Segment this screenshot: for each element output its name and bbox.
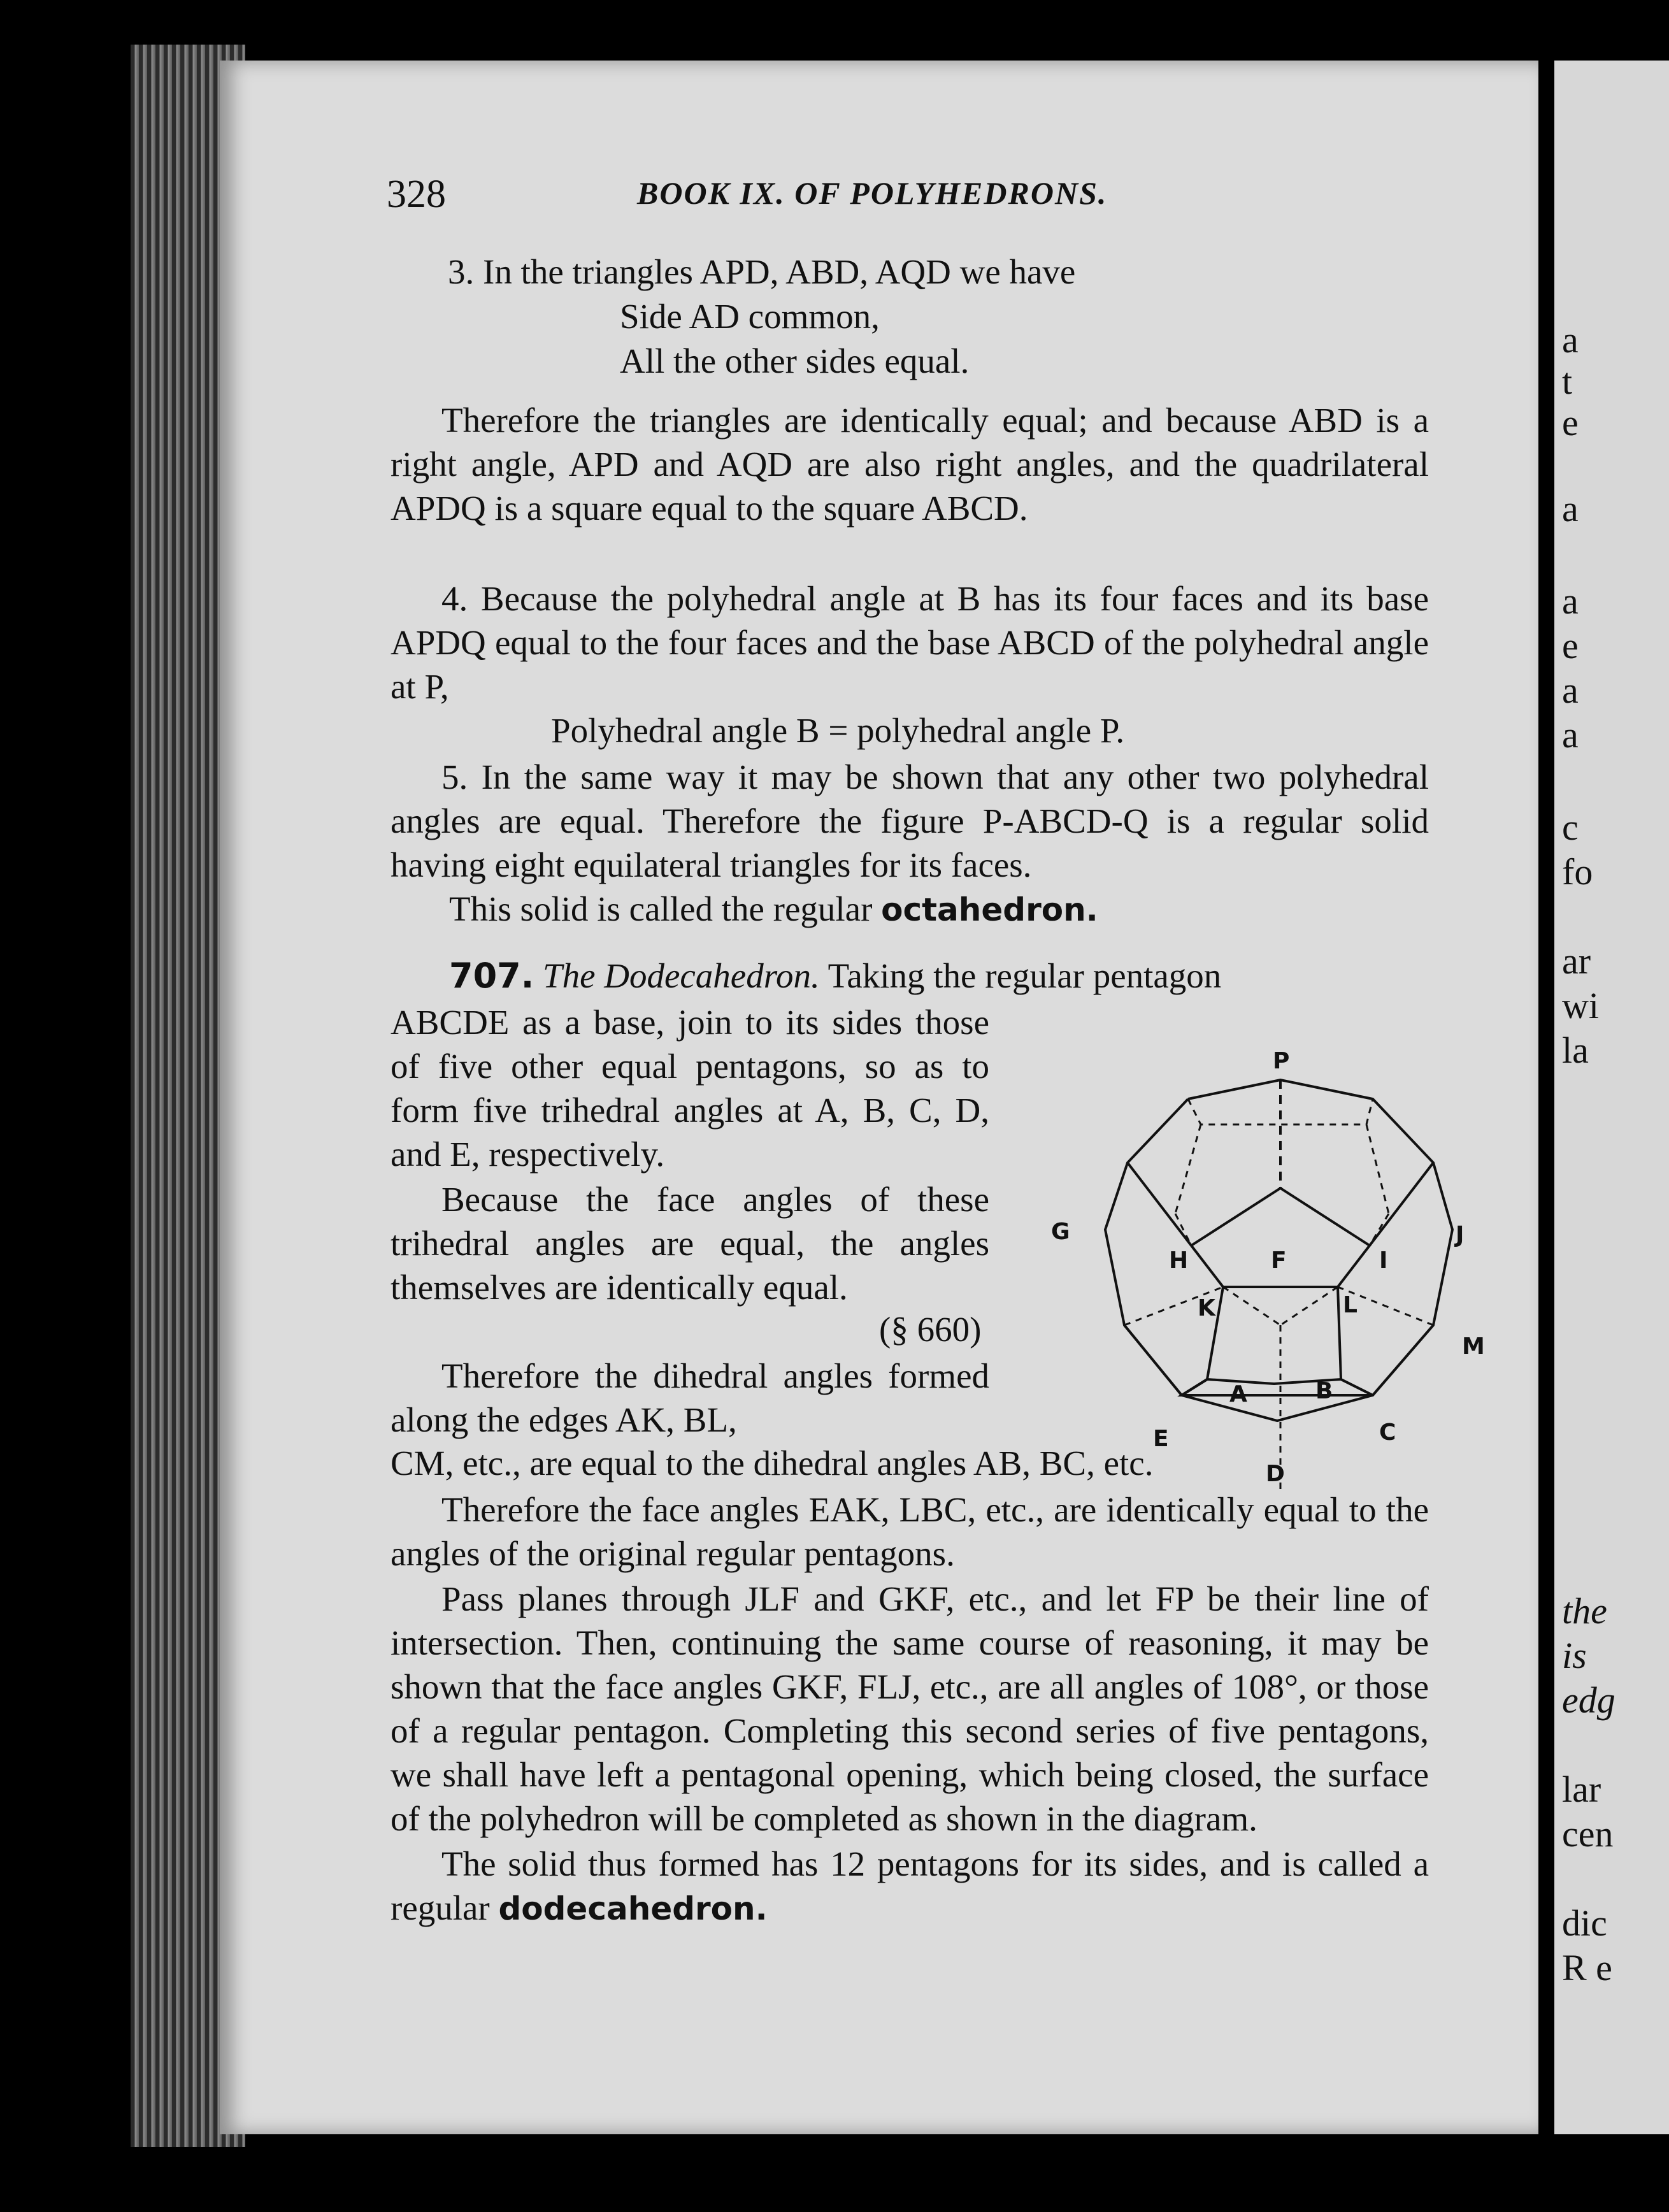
para5-last-text: This solid is called the regular (449, 889, 873, 928)
adjacent-page-edge (1554, 61, 1669, 2134)
label-E: E (1153, 1426, 1169, 1452)
para-final (390, 1842, 1429, 1931)
label-G: G (1051, 1219, 1070, 1245)
para4: 4. Because the polyhedral angle at B has its four faces and its base APDQ equal to the four faces and the base ABCD of the polyhedral angle at P, (390, 579, 1429, 706)
next-page-fragment: a (1562, 319, 1579, 361)
sec707-wrap3: Therefore the dihedral angles formed along the edges AK, BL, (390, 1356, 989, 1439)
para5: 5. In the same way it may be shown that any other two polyhedral angles are equal. Therefore the figure P-ABCD-Q is a regular solid having eight equilateral triangles for its faces. (390, 758, 1429, 884)
label-F: F (1271, 1247, 1287, 1274)
para3-line1: 3. In the triangles APD, ABD, AQD we have (448, 252, 1076, 291)
next-page-fragment: ar (1562, 940, 1591, 982)
label-C: C (1379, 1419, 1396, 1446)
para3-continuation: Therefore the triangles are identically equal; and because ABD is a right angle, APD and AQD are also right angles, and the quadrilateral APDQ is a square equal to the square ABCD. (390, 401, 1429, 528)
para-final-text: The solid thus formed has 12 pentagons for its sides, and is called a regular (390, 1844, 1429, 1927)
section-707-heading (449, 956, 1221, 996)
next-page-fragment: t (1562, 361, 1573, 402)
sec707-wrap2: Because the face angles of these trihedral angles are equal, the angles themselves are identically equal. (390, 1180, 989, 1307)
para3-line3: All the other sides equal. (620, 341, 970, 380)
section-reference: (§ 660) (879, 1310, 982, 1349)
next-page-fragment: wi (1562, 985, 1599, 1026)
next-page-fragment: fo (1562, 851, 1593, 893)
para3-line2: Side AD common, (620, 297, 880, 336)
next-page-fragment: dic (1562, 1902, 1607, 1944)
label-M: M (1462, 1333, 1485, 1360)
next-page-fragment: the (1562, 1590, 1607, 1632)
para-face-angles: Therefore the face angles EAK, LBC, etc., are identically equal to the angles of the original regular pentagons. (390, 1490, 1429, 1573)
next-page-fragment: a (1562, 488, 1579, 529)
book-page (220, 61, 1538, 2134)
label-D: D (1266, 1461, 1285, 1487)
page-number: 328 (387, 173, 446, 216)
section-number: 707. (449, 956, 534, 996)
next-page-fragment: is (1562, 1635, 1587, 1676)
next-page-fragment: e (1562, 402, 1579, 443)
running-head: BOOK IX. OF POLYHEDRONS. (637, 175, 1108, 211)
label-I: I (1379, 1247, 1388, 1274)
next-page-fragment: R e (1562, 1947, 1612, 1988)
label-H: H (1169, 1247, 1189, 1274)
dodecahedron-diagram (1029, 997, 1487, 1507)
label-P: P (1273, 1048, 1290, 1074)
next-page-fragment: a (1562, 670, 1579, 711)
label-K: K (1198, 1295, 1215, 1321)
page-header (220, 172, 1538, 229)
label-J: J (1456, 1222, 1465, 1248)
label-L: L (1343, 1292, 1357, 1318)
para4-equation: Polyhedral angle B = polyhedral angle P. (551, 711, 1125, 750)
next-page-fragment: edg (1562, 1679, 1615, 1721)
term-octahedron: octahedron. (881, 891, 1098, 928)
next-page-fragment: cen (1562, 1813, 1614, 1855)
para5-last-line (449, 889, 1098, 929)
sec707-cm-line: CM, etc., are equal to the dihedral angles AB, BC, etc. (390, 1444, 1154, 1483)
next-page-fragment: e (1562, 625, 1579, 666)
next-page-fragment: lar (1562, 1769, 1601, 1810)
para-planes: Pass planes through JLF and GKF, etc., and let FP be their line of intersection. Then, continuing the same course of reasoning, it may be shown that the face angles GKF, FLJ, etc., are all angles of 108°, or those of a regular pentagon. Completing this second series of five pentagons, we shall have left a pentagonal opening, which being closed, the surface of the polyhedron will be completed as shown in the diagram. (390, 1579, 1429, 1838)
next-page-fragment: c (1562, 807, 1579, 848)
next-page-fragment: la (1562, 1030, 1589, 1071)
section-heading-rest: Taking the regular pentagon (827, 956, 1222, 995)
label-B: B (1315, 1378, 1333, 1404)
next-page-fragment: a (1562, 714, 1579, 756)
sec707-wrap1: ABCDE as a base, join to its sides those of five other equal pentagons, so as to form five trihedral angles at A, B, C, D, and E, respectively. (390, 1003, 989, 1174)
label-A: A (1229, 1381, 1247, 1407)
term-dodecahedron: dodecahedron. (498, 1890, 768, 1927)
next-page-fragment: a (1562, 580, 1579, 622)
section-title: The Dodecahedron. (542, 956, 820, 995)
